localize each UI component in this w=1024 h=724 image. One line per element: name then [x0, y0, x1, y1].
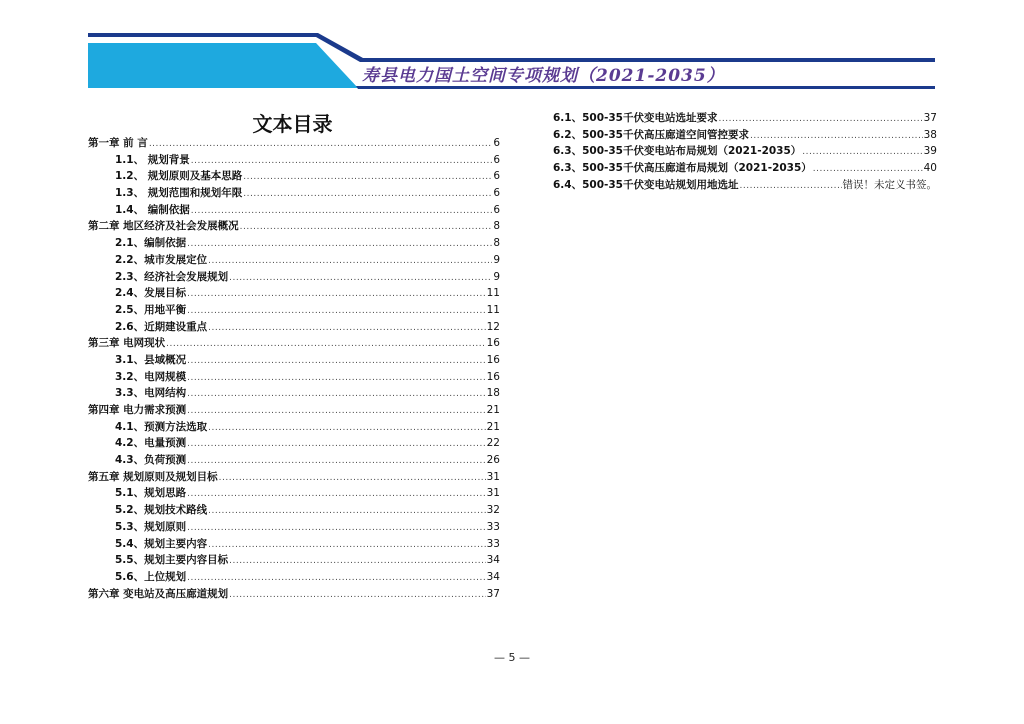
- toc-entry-page: 6: [493, 137, 500, 149]
- toc-entry[interactable]: [553, 143, 937, 160]
- toc-entry-page: 错误！未定义书签。: [842, 178, 937, 191]
- toc-entry[interactable]: [88, 352, 500, 369]
- toc-entry-page: 8: [493, 237, 500, 250]
- toc-leader-dots: [208, 320, 486, 337]
- toc-entry-page: 33: [486, 537, 500, 550]
- toc-entry-page: 39: [923, 145, 937, 158]
- toc-entry-page: 34: [486, 554, 500, 567]
- toc-entry[interactable]: [88, 469, 500, 486]
- toc-entry-label: 5.2、规划技术路线: [115, 504, 208, 517]
- toc-entry-label: 5.4、规划主要内容: [115, 537, 208, 550]
- toc-leader-dots: [719, 111, 923, 128]
- toc-entry-page: 37: [486, 587, 500, 600]
- toc-entry-label: 3.2、电网规模: [115, 370, 187, 383]
- toc-entry-label: 2.4、发展目标: [115, 287, 187, 300]
- toc-entry[interactable]: [553, 110, 937, 127]
- toc-entry-page: 31: [486, 487, 500, 500]
- toc-leader-dots: [740, 178, 842, 195]
- toc-entry-page: 9: [493, 270, 500, 283]
- toc-entry-label: 6.4、500-35千伏变电站规划用地选址: [553, 178, 739, 191]
- toc-leader-dots: [243, 186, 492, 203]
- toc-entry-page: 32: [486, 504, 500, 517]
- toc-heading: 文本目录: [252, 112, 333, 136]
- toc-entry-page: 16: [486, 370, 500, 383]
- toc-leader-dots: [187, 436, 486, 453]
- toc-entry[interactable]: [88, 569, 500, 586]
- toc-entry[interactable]: [88, 485, 500, 502]
- toc-entry-label: 6.2、500-35千伏高压廊道空间管控要求: [553, 128, 749, 141]
- toc-leader-dots: [229, 587, 485, 604]
- toc-entry-label: 第一章 前 言: [88, 137, 148, 149]
- toc-entry[interactable]: [88, 285, 500, 302]
- toc-entry[interactable]: [88, 519, 500, 536]
- toc-entry[interactable]: [88, 369, 500, 386]
- toc-entry-label: 4.1、预测方法选取: [115, 420, 208, 433]
- toc-entry[interactable]: [88, 552, 500, 569]
- toc-entry[interactable]: [88, 435, 500, 452]
- toc-entry-page: 9: [493, 253, 500, 266]
- toc-entry-label: 6.1、500-35千伏变电站选址要求: [553, 112, 718, 124]
- toc-entry-page: 26: [486, 454, 500, 467]
- toc-right-column: [553, 110, 937, 193]
- toc-entry[interactable]: [88, 135, 500, 152]
- toc-leader-dots: [208, 537, 486, 554]
- toc-entry-page: 12: [486, 320, 500, 333]
- toc-leader-dots: [229, 553, 486, 570]
- toc-entry-page: 11: [486, 303, 500, 316]
- banner-navy-underline: [356, 86, 935, 89]
- toc-entry[interactable]: [88, 402, 500, 419]
- toc-entry-label: 1.1、 规划背景: [115, 153, 190, 166]
- toc-entry[interactable]: [88, 536, 500, 553]
- toc-entry-label: 1.2、 规划原则及基本思路: [115, 170, 243, 183]
- toc-entry-label: 6.3、500-35千伏变电站布局规划（2021-2035）: [553, 145, 802, 158]
- toc-leader-dots: [166, 336, 485, 353]
- toc-entry[interactable]: [88, 252, 500, 269]
- toc-entry[interactable]: [88, 319, 500, 336]
- toc-entry-label: 5.6、上位规划: [115, 570, 187, 583]
- toc-leader-dots: [149, 136, 493, 153]
- toc-entry-page: 21: [486, 420, 500, 433]
- toc-entry-label: 2.2、城市发展定位: [115, 253, 208, 266]
- toc-leader-dots: [750, 128, 923, 145]
- toc-entry[interactable]: [88, 452, 500, 469]
- toc-leader-dots: [240, 219, 493, 236]
- toc-entry-page: 16: [486, 337, 500, 350]
- toc-leader-dots: [187, 453, 486, 470]
- toc-leader-dots: [187, 386, 486, 403]
- toc-entry-label: 第二章 地区经济及社会发展概况: [88, 220, 239, 233]
- toc-entry[interactable]: [88, 502, 500, 519]
- toc-entry-page: 38: [923, 128, 937, 141]
- toc-entry-label: 第五章 规划原则及规划目标: [88, 470, 218, 483]
- toc-entry-label: 1.4、 编制依据: [115, 203, 190, 216]
- toc-entry[interactable]: [553, 127, 937, 144]
- toc-entry-label: 5.3、规划原则: [115, 520, 187, 533]
- header-title: 寿县电力国土空间专项规划（2021-2035）: [362, 66, 725, 86]
- toc-entry-page: 8: [493, 220, 500, 233]
- toc-entry[interactable]: [88, 302, 500, 319]
- toc-entry[interactable]: [88, 419, 500, 436]
- toc-leader-dots: [802, 144, 922, 161]
- toc-entry-label: 2.5、用地平衡: [115, 303, 187, 316]
- toc-leader-dots: [187, 236, 492, 253]
- toc-leader-dots: [187, 403, 485, 420]
- toc-entry[interactable]: [553, 160, 937, 177]
- toc-entry-page: 18: [486, 387, 500, 400]
- toc-leader-dots: [243, 169, 492, 186]
- toc-leader-dots: [813, 161, 923, 178]
- toc-entry-label: 4.2、电量预测: [115, 437, 187, 450]
- toc-entry-page: 22: [486, 437, 500, 450]
- toc-entry[interactable]: [88, 168, 500, 185]
- toc-leader-dots: [208, 503, 486, 520]
- toc-leader-dots: [187, 570, 486, 587]
- toc-entry[interactable]: [88, 269, 500, 286]
- toc-entry-page: 37: [923, 112, 937, 124]
- toc-entry-page: 11: [486, 287, 500, 300]
- toc-leader-dots: [229, 270, 492, 287]
- toc-entry[interactable]: [88, 218, 500, 235]
- toc-entry-label: 第六章 变电站及高压廊道规划: [88, 587, 229, 600]
- toc-leader-dots: [187, 486, 486, 503]
- toc-leader-dots: [187, 520, 486, 537]
- toc-entry-page: 40: [923, 162, 937, 175]
- toc-left-column: [88, 135, 500, 602]
- toc-entry-page: 34: [486, 570, 500, 583]
- toc-entry-page: 6: [493, 203, 500, 216]
- toc-entry[interactable]: [88, 335, 500, 352]
- toc-leader-dots: [187, 286, 486, 303]
- toc-entry[interactable]: [88, 202, 500, 219]
- toc-leader-dots: [191, 153, 493, 170]
- toc-entry-label: 5.5、规划主要内容目标: [115, 554, 229, 567]
- toc-leader-dots: [187, 303, 486, 320]
- toc-entry[interactable]: [88, 385, 500, 402]
- toc-entry-label: 6.3、500-35千伏高压廊道布局规划（2021-2035）: [553, 162, 812, 175]
- toc-entry-label: 5.1、规划思路: [115, 487, 187, 500]
- toc-entry[interactable]: [553, 177, 937, 194]
- toc-entry-label: 3.1、县域概况: [115, 353, 187, 366]
- toc-entry-label: 2.6、近期建设重点: [115, 320, 208, 333]
- toc-entry-page: 6: [493, 153, 500, 166]
- toc-entry-page: 6: [493, 187, 500, 200]
- toc-entry[interactable]: [88, 235, 500, 252]
- toc-entry[interactable]: [88, 152, 500, 169]
- toc-leader-dots: [191, 203, 493, 220]
- toc-entry-label: 1.3、 规划范围和规划年限: [115, 187, 243, 200]
- toc-entry-label: 第三章 电网现状: [88, 337, 166, 350]
- banner-cyan-block: [88, 43, 358, 88]
- toc-leader-dots: [208, 253, 492, 270]
- toc-leader-dots: [219, 470, 486, 487]
- toc-entry-label: 4.3、负荷预测: [115, 454, 187, 467]
- toc-entry-page: 31: [486, 470, 500, 483]
- toc-entry-page: 33: [486, 520, 500, 533]
- toc-entry-label: 第四章 电力需求预测: [88, 404, 187, 416]
- toc-entry-page: 6: [493, 170, 500, 183]
- page-number: — 5 —: [494, 651, 530, 664]
- toc-leader-dots: [187, 353, 486, 370]
- toc-entry[interactable]: [88, 185, 500, 202]
- toc-entry-label: 2.1、编制依据: [115, 237, 187, 250]
- toc-entry-page: 16: [486, 353, 500, 366]
- toc-entry-label: 3.3、电网结构: [115, 387, 187, 400]
- toc-leader-dots: [208, 420, 486, 437]
- toc-leader-dots: [187, 370, 486, 387]
- toc-entry-page: 21: [486, 404, 500, 416]
- toc-entry[interactable]: [88, 586, 500, 603]
- toc-entry-label: 2.3、经济社会发展规划: [115, 270, 229, 283]
